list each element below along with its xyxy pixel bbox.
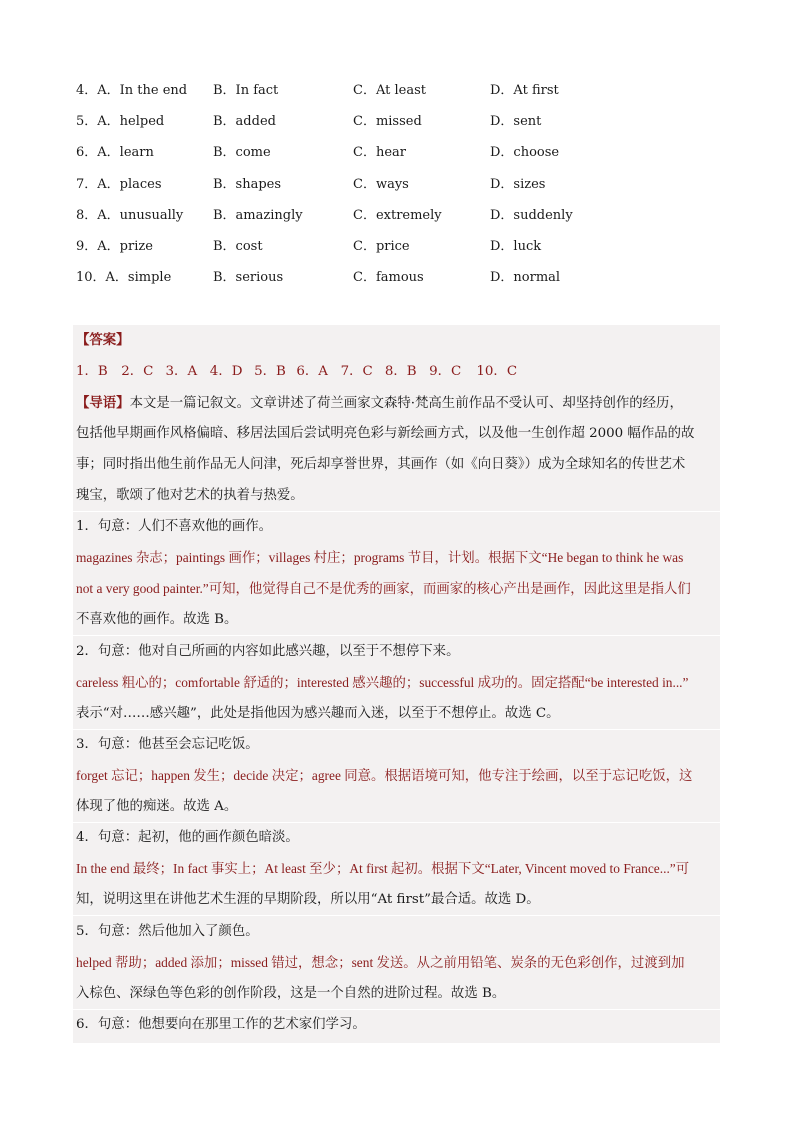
option-b: B．serious [213, 270, 284, 286]
item-title: 5．句意：然后他加入了颜色。 [76, 924, 259, 939]
item-explanation: magazines 杂志；paintings 画作；villages 村庄；programs 节目，计划。根据下文“He began to think he was [76, 550, 684, 565]
item-explanation: 表示“对……感兴趣”，此处是指他因为感兴趣而入迷，以至于不想停止。故选 C。 [76, 706, 560, 721]
item-explanation: 知，说明这里在讲他艺术生涯的早期阶段，所以用“At first”最合适。故选 D。 [76, 892, 540, 907]
item-title: 6．句意：他想要向在那里工作的艺术家们学习。 [76, 1017, 366, 1032]
divider [73, 1009, 720, 1010]
option-a: 4．A．In the end [76, 83, 188, 98]
option-c: C．extremely [353, 207, 442, 223]
option-row [76, 267, 726, 298]
option-c: C．price [353, 238, 410, 254]
option-row [76, 142, 726, 173]
divider [73, 729, 720, 730]
item-explanation: helped 帮助；added 添加；missed 错过，想念；sent 发送。从之前用铅笔、炭条的无色彩创作，过渡到加 [76, 955, 685, 970]
divider [73, 915, 720, 916]
answer-key: 6．A [296, 364, 328, 379]
answer-key: 10．C [476, 364, 518, 379]
item-explanation: 不喜欢他的画作。故选 B。 [76, 612, 238, 627]
answer-key: 8．B [384, 364, 417, 379]
option-a: 5．A．helped [76, 114, 165, 130]
option-b: B．In fact [213, 83, 279, 98]
item-explanation: not a very good painter.”可知，他觉得自己不是优秀的画家，而画家的核心产出是画作，因此这里是指人们 [76, 581, 691, 596]
item-explanation: forget 忘记；happen 发生；decide 决定；agree 同意。根据语境可知，他专注于绘画，以至于忘记吃饭，这 [76, 768, 693, 783]
option-row [76, 236, 726, 267]
option-a: 6．A．learn [76, 145, 154, 161]
option-row [76, 174, 726, 205]
item-explanation: 体现了他的痴迷。故选 A。 [76, 799, 238, 814]
option-d: D．sent [490, 114, 542, 130]
guide-text: 事；同时指出他生前作品无人问津，死后却享誉世界，其画作（如《向日葵》）成为全球知名的传世艺术 [76, 457, 686, 472]
option-d: D．normal [490, 270, 561, 286]
option-d: D．choose [490, 145, 560, 161]
item-title: 3．句意：他甚至会忘记吃饭。 [76, 737, 259, 752]
divider [73, 511, 720, 512]
guide-label: 【导语】 [76, 395, 130, 411]
option-b: B．come [213, 145, 271, 161]
answer-key: 9．C [429, 364, 462, 379]
option-b: B．added [213, 114, 276, 130]
option-d: D．At first [490, 83, 559, 98]
options-list [76, 80, 726, 298]
guide-text: 瑰宝，歌颂了他对艺术的执着与热爱。 [76, 488, 304, 503]
answer-key: 4．D [209, 364, 243, 379]
answer-key: 3．A [165, 364, 198, 379]
option-c: C．At least [353, 83, 426, 98]
option-a: 10．A．simple [76, 270, 172, 286]
option-b: B．shapes [213, 176, 282, 192]
answer-key: 7．C [340, 364, 373, 379]
answer-heading: 【答案】 [76, 332, 130, 348]
option-b: B．cost [213, 238, 263, 254]
option-a: 9．A．prize [76, 238, 153, 254]
option-c: C．hear [353, 145, 406, 161]
answer-key: 1．B [76, 364, 108, 379]
option-a: 7．A．places [76, 176, 162, 192]
answer-section [73, 325, 720, 1043]
option-row [76, 111, 726, 142]
option-b: B．amazingly [213, 207, 303, 223]
option-row [76, 205, 726, 236]
divider [73, 822, 720, 823]
answer-key: 2．C [121, 364, 154, 379]
option-d: D．luck [490, 238, 542, 254]
answer-key: 5．B [254, 364, 286, 379]
option-d: D．sizes [490, 176, 546, 192]
option-c: C．missed [353, 114, 422, 130]
item-explanation: 入棕色、深绿色等色彩的创作阶段，这是一个自然的进阶过程。故选 B。 [76, 986, 506, 1001]
item-title: 4．句意：起初，他的画作颜色暗淡。 [76, 830, 299, 845]
divider [73, 635, 720, 636]
option-c: C．ways [353, 176, 409, 192]
item-title: 1．句意：人们不喜欢他的画作。 [76, 519, 272, 534]
option-row [76, 80, 726, 111]
item-explanation: In the end 最终；In fact 事实上；At least 至少；At first 起初。根据下文“Later, Vincent moved to France...”可 [76, 861, 690, 876]
option-d: D．suddenly [490, 207, 573, 223]
item-explanation: careless 粗心的；comfortable 舒适的；interested 感兴趣的；successful 成功的。固定搭配“be interested in...” [76, 675, 689, 690]
guide-text: 本文是一篇记叙文。文章讲述了荷兰画家文森特·梵高生前作品不受认可、却坚持创作的经历， [129, 396, 683, 411]
item-title: 2．句意：他对自己所画的内容如此感兴趣，以至于不想停下来。 [76, 644, 460, 659]
option-c: C．famous [353, 270, 424, 286]
option-a: 8．A．unusually [76, 207, 184, 223]
guide-text: 包括他早期画作风格偏暗、移居法国后尝试明亮色彩与新绘画方式，以及他一生创作超 2000 幅作品的故 [76, 426, 695, 441]
answer-keys [76, 361, 720, 383]
guide-line [76, 392, 720, 415]
